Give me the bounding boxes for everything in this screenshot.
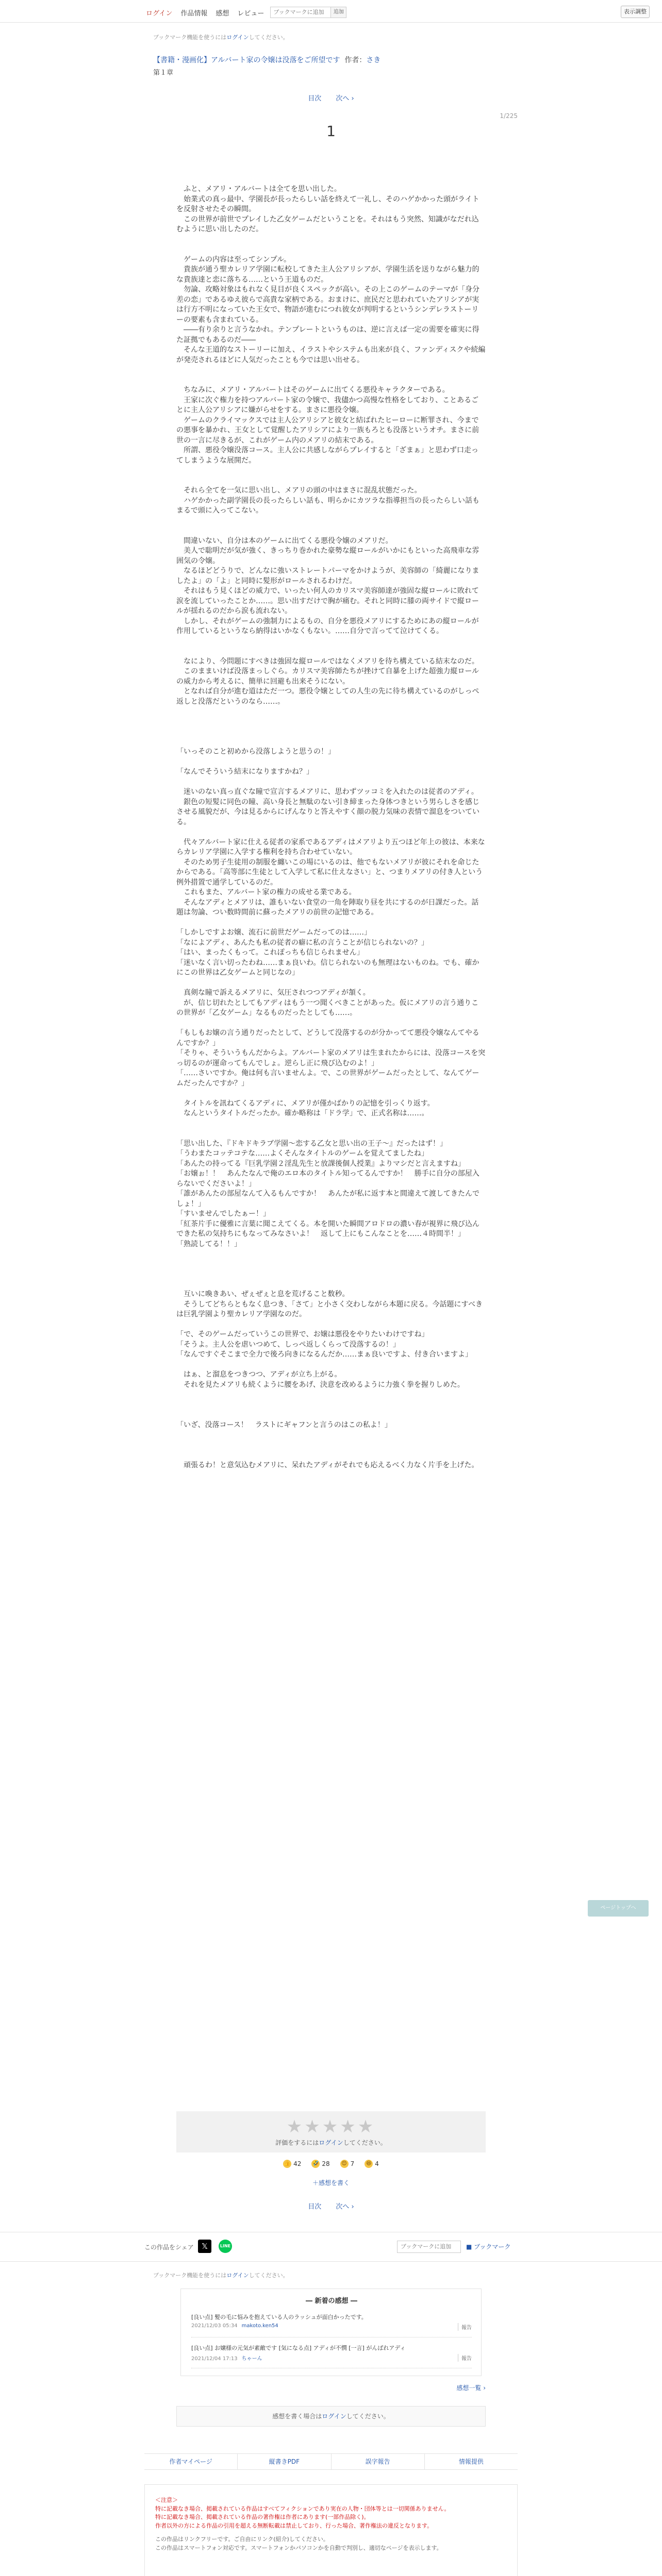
body-line bbox=[176, 235, 486, 245]
body-line: となれば自分が進む道はただ一つ。悪役令嬢としての人生の先に待ち構えているのがしっぺ返しと没落だというのなら……。 bbox=[176, 687, 479, 706]
body-line bbox=[176, 757, 486, 768]
impression-author[interactable]: makoto.ken54 bbox=[241, 2323, 278, 2329]
reaction-smile[interactable] bbox=[340, 2160, 355, 2168]
body-line: 「いっそのこと初めから没落しようと思うの！」 bbox=[176, 748, 335, 756]
author-mypage-link[interactable]: 作者マイページ bbox=[144, 2454, 238, 2469]
body-line bbox=[176, 727, 486, 737]
caution-line: 作者以外の方による作品の引用を超える無断転載は禁止しており、行った場合、著作権法の違反となります。 bbox=[155, 2522, 433, 2529]
body-line: 「しかしですよお嬢、流石に前世だゲームだってのは……」 bbox=[176, 928, 371, 937]
author-label: 作者： bbox=[344, 56, 367, 64]
body-line: 「そうよ。主人公を虐いつめて、しっぺ返しくらって没落するの！」 bbox=[176, 1340, 400, 1349]
body-line: 銀色の短髪に同色の瞳、高い身長と無駄のない引き締まった身体つきという男らしさを感じさせる風貌だが、今は見るからにげんなりと答えやすく顔の脱力気味の表情で溜息をついている。 bbox=[176, 798, 479, 826]
body-line: ゲームのクライマックスでは主人公アリシアと彼女と結ばれたヒーローに断罪され、今までの悪事を暴かれ、王女として覚醒したアリシアにより一族もろとも没落というオチ。まさに前世の一言に尽きるが、これがゲーム内のメアリの結末である。 bbox=[176, 416, 479, 445]
impression-report-link[interactable]: 報告 bbox=[458, 2354, 472, 2362]
body-line: 「そりゃ、そういうもんだからよ。アルバート家のメアリは生まれたからには、没落コースを突っ切るのが運命ってもんでしょ。逆らし正に飛び込むのよ！」 bbox=[176, 1049, 486, 1067]
body-line: これもまた、アルバート家の権力の成せる業である。 bbox=[176, 888, 356, 896]
body-line: 勿論、攻略対象はもれなく見目が良くスペックが高い。その上このゲームのテーマが「身分差の恋」であるゆえ彼らで高貴な家柄である。おまけに、庶民だと思われていたアリシアが実は行方不明になっていた王女で、物語が進むにつれ彼女が判明するというシンデレラストーリーの要素も含まれている。 bbox=[176, 285, 479, 324]
impressions-link[interactable]: 感想 bbox=[216, 9, 229, 18]
bookmark-input[interactable] bbox=[270, 7, 331, 18]
impression-date: 2021/12/03 05:34 bbox=[191, 2323, 238, 2329]
impressions-title-text: 新着の感想 bbox=[315, 2297, 349, 2305]
work-info-link[interactable]: 作品情報 bbox=[180, 9, 208, 18]
caution-line: この作品はリンクフリーです。ご自由にリンク(紹介)してください。 bbox=[155, 2536, 329, 2543]
body-line: ハゲかかった副学園長の長ったらしい話も、明らかにカツラな指導担当の長ったらしい話もまるで頭に入ってこない。 bbox=[176, 496, 479, 515]
body-line: が、信じ切れたとしてもアディはもう一つ聞くべきことがあった。仮にメアリの言う通りこの世界が「乙女ゲーム」なるものだったとしても……。 bbox=[176, 998, 479, 1017]
body-line bbox=[176, 376, 486, 386]
body-line bbox=[176, 827, 486, 838]
body-line: 互いに喚きあい、ぜぇぜぇと息を荒げること数秒。 bbox=[176, 1290, 350, 1298]
body-line: 「思い出した、『ドキドキラブ学園〜恋する乙女と思い出の王子〜』だったはず！」 bbox=[176, 1139, 447, 1148]
rating-note-prefix: 評価をするには bbox=[275, 2139, 319, 2146]
body-line: 美人で聡明だが気が強く、きっちり巻かれた豪勢な縦ロールがいかにもといった高飛車な雰囲気の令嬢。 bbox=[176, 547, 479, 565]
bookmark-button-bottom[interactable]: ■ ブックマーク bbox=[466, 2243, 511, 2250]
share-row bbox=[0, 2232, 662, 2262]
body-line: ふと、メアリ・アルバートは全てを思い出した。 bbox=[176, 185, 341, 193]
impression-text[interactable]: [良い点] お嬢様の元気が素敵です [気になる点] アディが不憫 [一言] がんばれアディ bbox=[191, 2345, 406, 2351]
body-line: 「なんでそういう結末になりますかね？」 bbox=[176, 768, 313, 776]
impression-author[interactable]: ちゃーん bbox=[241, 2356, 262, 2362]
body-line bbox=[176, 1440, 486, 1451]
reaction-laugh[interactable] bbox=[311, 2160, 329, 2168]
reaction-count: 7 bbox=[350, 2160, 355, 2167]
caution-heading: ＜注意＞ bbox=[155, 2497, 178, 2503]
body-line: 「あんたの持ってる『巨乳学園２淫乱先生と放課後個人授業』よりマシだと言えますね」 bbox=[176, 1159, 465, 1168]
body-line bbox=[176, 526, 486, 536]
body-line: そのため男子生徒用の制服を纏いこの場にいるのは、他でもないメアリが彼にそれを命じたからである。「高等部に生徒として入学して私に仕えなさい」と、つまりメアリの付き人という例外措置で通学しているのだ。 bbox=[176, 858, 483, 887]
next-link-bottom[interactable]: 次へ › bbox=[336, 2203, 354, 2211]
reaction-grin[interactable] bbox=[365, 2160, 379, 2168]
line-share-icon[interactable]: LINE bbox=[219, 2240, 232, 2253]
body-line bbox=[176, 1129, 486, 1139]
info-provide-link[interactable]: 情報提供 bbox=[458, 2458, 484, 2465]
impressions-box bbox=[180, 2289, 482, 2376]
body-line bbox=[176, 466, 486, 476]
body-line: 「……さいですか。俺は何も言いませんよ。で、この世界がゲームだったとして、なんてゲームだったんですか？」 bbox=[176, 1069, 479, 1088]
reaction-count: 42 bbox=[293, 2160, 302, 2167]
body-line: このままいけば没落まっしぐら。カリスマ美容師たちが挫けて自暴を上げた超強力縦ロールの威力から考えるに、簡単に回避も出来そうにない。 bbox=[176, 667, 479, 686]
body-line: 迷いのない真っ直ぐな瞳で宣言するメアリに、思わずツッコミを入れたのは従者のアディ。 bbox=[176, 788, 478, 796]
impression-meta bbox=[191, 2354, 262, 2362]
reviews-link[interactable]: レビュー bbox=[237, 9, 264, 18]
impression-item[interactable] bbox=[191, 2311, 472, 2337]
body-line bbox=[176, 1400, 486, 1411]
body-line bbox=[176, 1119, 486, 1129]
login-notice-bottom bbox=[153, 2271, 289, 2279]
body-line: 「で、そのゲームだっていうこの世界で、お嬢は悪役をやりたいわけですね」 bbox=[176, 1330, 429, 1338]
rating-note-suffix: してください。 bbox=[343, 2139, 387, 2146]
work-title-text[interactable]: 【書籍・漫画化】アルバート家の令嬢は没落をご所望です bbox=[153, 56, 340, 64]
body-line: 真剣な瞳で訴えるメアリに、気圧されつつアディが頷く。 bbox=[176, 989, 370, 997]
body-line bbox=[176, 516, 486, 527]
display-settings-button[interactable]: 表示調整 bbox=[621, 6, 650, 18]
reactions bbox=[0, 2160, 662, 2168]
body-line: 「熟読してる！！」 bbox=[176, 1240, 241, 1248]
body-line: それら全てを一気に思い出し、メアリの頭の中はまさに混乱状態だった。 bbox=[176, 486, 422, 495]
body-line: そんなアディとメアリは、誰もいない食堂の一角を陣取り昼を共にするのが日課だった。話題は勿論、つい数時間前に蘇ったメアリの前世の記憶である。 bbox=[176, 898, 479, 917]
thumbs-up-icon: 👍 bbox=[283, 2160, 291, 2168]
author-name[interactable]: さき bbox=[366, 56, 381, 64]
body-line: 代々アルバート家に仕える従者の家系であるアディはメアリより五つほど年上の彼は、本来ならカレリア学園に入学する権利を持ち合わせていない。 bbox=[176, 838, 485, 856]
body-line bbox=[176, 1089, 486, 1099]
page-top-button[interactable]: ページトップへ bbox=[588, 1900, 649, 1917]
body-line: ――有り余りと言うなかれ。テンプレートというものは、逆に言えば一定の需要を確実に得た証拠でもあるのだ―― bbox=[176, 326, 479, 344]
body-line: そうしてどちらともなく息つき、「さて」と小さく交わしながら本題に戻る。今話題にすべきは巨乳学園より聖カレリア学園なのだ。 bbox=[176, 1300, 483, 1318]
impression-item[interactable] bbox=[191, 2342, 472, 2368]
write-suffix: してください。 bbox=[346, 2413, 390, 2420]
body-line: 「はい、まったくもって。これぽっちも信じられません」 bbox=[176, 948, 364, 957]
body-line: 頑張るわ！と意気込むメアリに、呆れたアディがそれでも応えるべく力なく片手を上げた。 bbox=[176, 1461, 479, 1469]
body-line bbox=[176, 1269, 486, 1280]
body-line bbox=[176, 777, 486, 788]
vertical-pdf-link[interactable]: 縦書きPDF bbox=[238, 2454, 331, 2469]
laugh-icon: 🤣 bbox=[311, 2160, 320, 2168]
body-line: なにより、今問題にすべきは強固な縦ロールではなくメアリを待ち構えている結末なのだ。 bbox=[176, 657, 479, 666]
body-line: 「誰があんたの部屋なんて入るもんですか！ あんたが私に返す本と間違えて渡してきたんでしょ！」 bbox=[176, 1190, 479, 1208]
smile-icon: 😊 bbox=[340, 2160, 349, 2168]
body-line: ちなみに、メアリ・アルバートはそのゲームに出てくる悪役キャラクターである。 bbox=[176, 386, 450, 394]
pager-bottom bbox=[0, 2201, 662, 2211]
bookmark-input-bottom[interactable] bbox=[397, 2241, 461, 2253]
top-nav bbox=[146, 7, 346, 18]
body-line: タイトルを訊ねてくるアディに、メアリが僅かばかりの記憶を引っくり返す。 bbox=[176, 1099, 435, 1108]
novel-body bbox=[176, 184, 486, 1470]
grin-icon: 😆 bbox=[365, 2160, 373, 2168]
body-line: 「なによアディ、あんたも私の従者の癖に私の言うことが信じられないの？」 bbox=[176, 938, 428, 947]
impression-date: 2021/12/04 17:13 bbox=[191, 2356, 238, 2362]
write-impression-link[interactable]: ＋感想を書く bbox=[312, 2179, 350, 2187]
body-line bbox=[176, 717, 486, 727]
reaction-count: 28 bbox=[322, 2160, 330, 2167]
toc-link[interactable]: 目次 bbox=[308, 95, 322, 103]
caution-box bbox=[144, 2484, 518, 2576]
body-line: この世界が前世でプレイした乙女ゲームだということを。それはもう突然、知識がなだれ込むように思い出したのだ。 bbox=[176, 215, 479, 233]
body-line: 「うわまたコッテコテな……よくそんなタイトルのゲームを覚えてましたね」 bbox=[176, 1149, 428, 1158]
write-impression-box bbox=[176, 2406, 486, 2427]
body-line: 「もしもお嬢の言う通りだったとして、どうして没落するのが分かってて悪役令嬢なんてやるんですか？」 bbox=[176, 1029, 479, 1047]
body-line bbox=[176, 1249, 486, 1260]
body-line bbox=[176, 707, 486, 717]
body-line bbox=[176, 476, 486, 486]
body-line bbox=[176, 647, 486, 657]
rating-note bbox=[176, 2138, 486, 2147]
notice-login-link[interactable]: ログイン bbox=[226, 34, 249, 41]
caution-line: 特に記載なき場合、掲載されている作品の著作権は作者にあります(一部作品除く)。 bbox=[155, 2514, 370, 2520]
bookmark-button-label: ブックマーク bbox=[474, 2243, 511, 2250]
episode-title: 1 bbox=[326, 123, 336, 140]
body-line: そんな王道的なストーリーに加え、イラストやシステムも出来が良く、ファンディスクや続編が発売されるほどに人気だったことも今では思い出せる。 bbox=[176, 346, 486, 364]
body-line bbox=[176, 1430, 486, 1440]
impression-meta bbox=[191, 2323, 278, 2329]
body-line: 間違いない、自分は本のゲームに出てくる悪役令嬢のメアリだ。 bbox=[176, 536, 393, 545]
footer-tabs bbox=[144, 2453, 518, 2470]
login-link[interactable]: ログイン bbox=[146, 9, 173, 18]
body-line: 「すいませんでしたぁー！」 bbox=[176, 1210, 270, 1218]
body-line: それはもう見くほどの威力で、いったい何人のカリスマ美容師達が強固な縦ロールに敗れて涙を流していったことか……。思い出すだけで胸が痛む。それと同時に膝の両サイドで縦ロールが揺れるのだから涙も流れない。 bbox=[176, 587, 479, 615]
write-login-link[interactable]: ログイン bbox=[322, 2413, 346, 2420]
body-line: 貴族が通う聖カレリア学園に転校してきた主人公アリシアが、学園生活を送りながら魅力的な貴族達と恋に落ちる……という王道ものだ。 bbox=[176, 265, 479, 284]
reaction-count: 4 bbox=[375, 2160, 379, 2167]
body-line: 「紅茶片手に優雅に言葉に聞こえてくる。本を開いた瞬間アロドロの濃い春が視界に飛び込んできた私の気持ちにもなってみなさいよ！ 返して上にもこんなことを……４時間半！」 bbox=[176, 1219, 479, 1238]
body-line bbox=[176, 637, 486, 647]
impressions-more-link[interactable]: 感想一覧 › bbox=[456, 2384, 486, 2392]
body-line: なるほどどうりで、どんなに強いストレートパーマをかけようが、美容師の「綺麗になりましたよ」の「よ」と同時に髪形がロールされるわけだ。 bbox=[176, 567, 479, 585]
body-line bbox=[176, 1390, 486, 1400]
body-line: はぁ、と溜息をつきつつ、アディが立ち上がる。 bbox=[176, 1370, 342, 1379]
body-line bbox=[176, 1280, 486, 1290]
body-line: 「いざ、没落コース！ ラストにギャフンと言うのはこの私よ！」 bbox=[176, 1420, 392, 1429]
x-share-icon[interactable]: 𝕏 bbox=[198, 2240, 211, 2253]
rating-login-link[interactable]: ログイン bbox=[319, 2139, 343, 2146]
work-title[interactable] bbox=[153, 55, 380, 65]
body-line bbox=[176, 1019, 486, 1029]
reaction-thumbs[interactable] bbox=[283, 2160, 301, 2168]
body-line bbox=[176, 1260, 486, 1270]
body-line bbox=[176, 365, 486, 376]
body-line: 「お嬢ぉ！！ あんたなんで俺のエロ本のタイトル知ってるんですか！ 勝手に自分の部屋入らないでくださいよ！」 bbox=[176, 1170, 479, 1188]
body-line bbox=[176, 1450, 486, 1461]
share-label: この作品をシェア bbox=[144, 2244, 194, 2251]
body-line: 王家に次ぐ権力を持つアルバート家の令嬢で、我儘かつ高慢な性格をしており、ことあるごとに主人公アリシアに嫌がらせをする。まさに悪役令嬢。 bbox=[176, 396, 479, 414]
body-line: しかし、それがゲームの強制力によるもの、自分を悪役メアリにするためにあの縦ロールが作用しているというなら納得はいかなくもない。……自分で言ってて泣けてくる。 bbox=[176, 617, 479, 635]
rating-box bbox=[176, 2111, 486, 2153]
body-line: 所謂、悪役令嬢没落コース。主人公に共感しながらプレイすると「ざまぁ」と思わず口走ってしまうような展開だ。 bbox=[176, 446, 479, 465]
bookmark-add-button[interactable]: 追加 bbox=[331, 7, 346, 18]
body-line bbox=[176, 1410, 486, 1420]
body-line bbox=[176, 245, 486, 255]
body-line: それを見たメアリも続くように腰をあげ、決意を改めるように力強く拳を握りしめた。 bbox=[176, 1380, 465, 1389]
typo-report-link[interactable]: 誤字報告 bbox=[332, 2454, 425, 2469]
body-line: 始業式の真っ最中、学園長が長ったらしい話を終えて一礼し、そのハゲかかった頭がライトを反射させたその瞬間。 bbox=[176, 195, 479, 213]
body-line: ゲームの内容は至ってシンプル。 bbox=[176, 255, 291, 264]
caution-line: 特に記載なき場合、掲載されている作品はすべてフィクションであり実在の人物・団体等とは一切関係ありません。 bbox=[155, 2505, 450, 2512]
impression-report-link[interactable]: 報告 bbox=[458, 2323, 472, 2331]
body-line bbox=[176, 978, 486, 989]
pager-top bbox=[0, 93, 662, 103]
impressions-title: ― 新着の感想 ― bbox=[305, 2297, 358, 2305]
body-line: 「なんですぐそこまで全力で後ろ向きになるんだか……まぁ良いですよ、付き合いますよ」 bbox=[176, 1350, 472, 1359]
caution-line: この作品はスマートフォン対応です。スマートフォンかパソコンかを自動で判別し、適切なページを表示します。 bbox=[155, 2544, 442, 2551]
body-line bbox=[176, 918, 486, 928]
next-link[interactable]: 次へ › bbox=[336, 95, 354, 103]
notice-prefix: ブックマーク機能を使うには bbox=[153, 2272, 227, 2279]
notice-suffix: してください。 bbox=[249, 2272, 289, 2279]
body-line bbox=[176, 737, 486, 748]
body-line bbox=[176, 1320, 486, 1330]
chapter-title: 第１章 bbox=[153, 69, 174, 77]
body-line: 「迷いなく言い切ったわね……まぁ良いわ。信じられないのも無理はないものね。でも、確かにこの世界は乙女ゲームと同じなの」 bbox=[176, 958, 479, 977]
notice-login-link[interactable]: ログイン bbox=[226, 2272, 249, 2279]
write-prefix: 感想を書く場合は bbox=[272, 2413, 322, 2420]
episode-count: 1/225 bbox=[500, 112, 518, 120]
rating-stars[interactable]: ★★★★★ bbox=[286, 2116, 376, 2137]
login-notice bbox=[153, 33, 289, 41]
body-line: なんというタイトルだったか。確か略称は「ドラ学」で、正式名称は……。 bbox=[176, 1109, 429, 1117]
top-navbar bbox=[0, 0, 662, 23]
body-line bbox=[176, 1360, 486, 1370]
notice-suffix: してください。 bbox=[249, 34, 289, 41]
notice-prefix: ブックマーク機能を使うには bbox=[153, 34, 227, 41]
impression-text[interactable]: [良い点] 髪の毛に悩みを抱えている人のラッシュが面白かったです。 bbox=[191, 2314, 367, 2320]
toc-link-bottom[interactable]: 目次 bbox=[308, 2203, 322, 2211]
